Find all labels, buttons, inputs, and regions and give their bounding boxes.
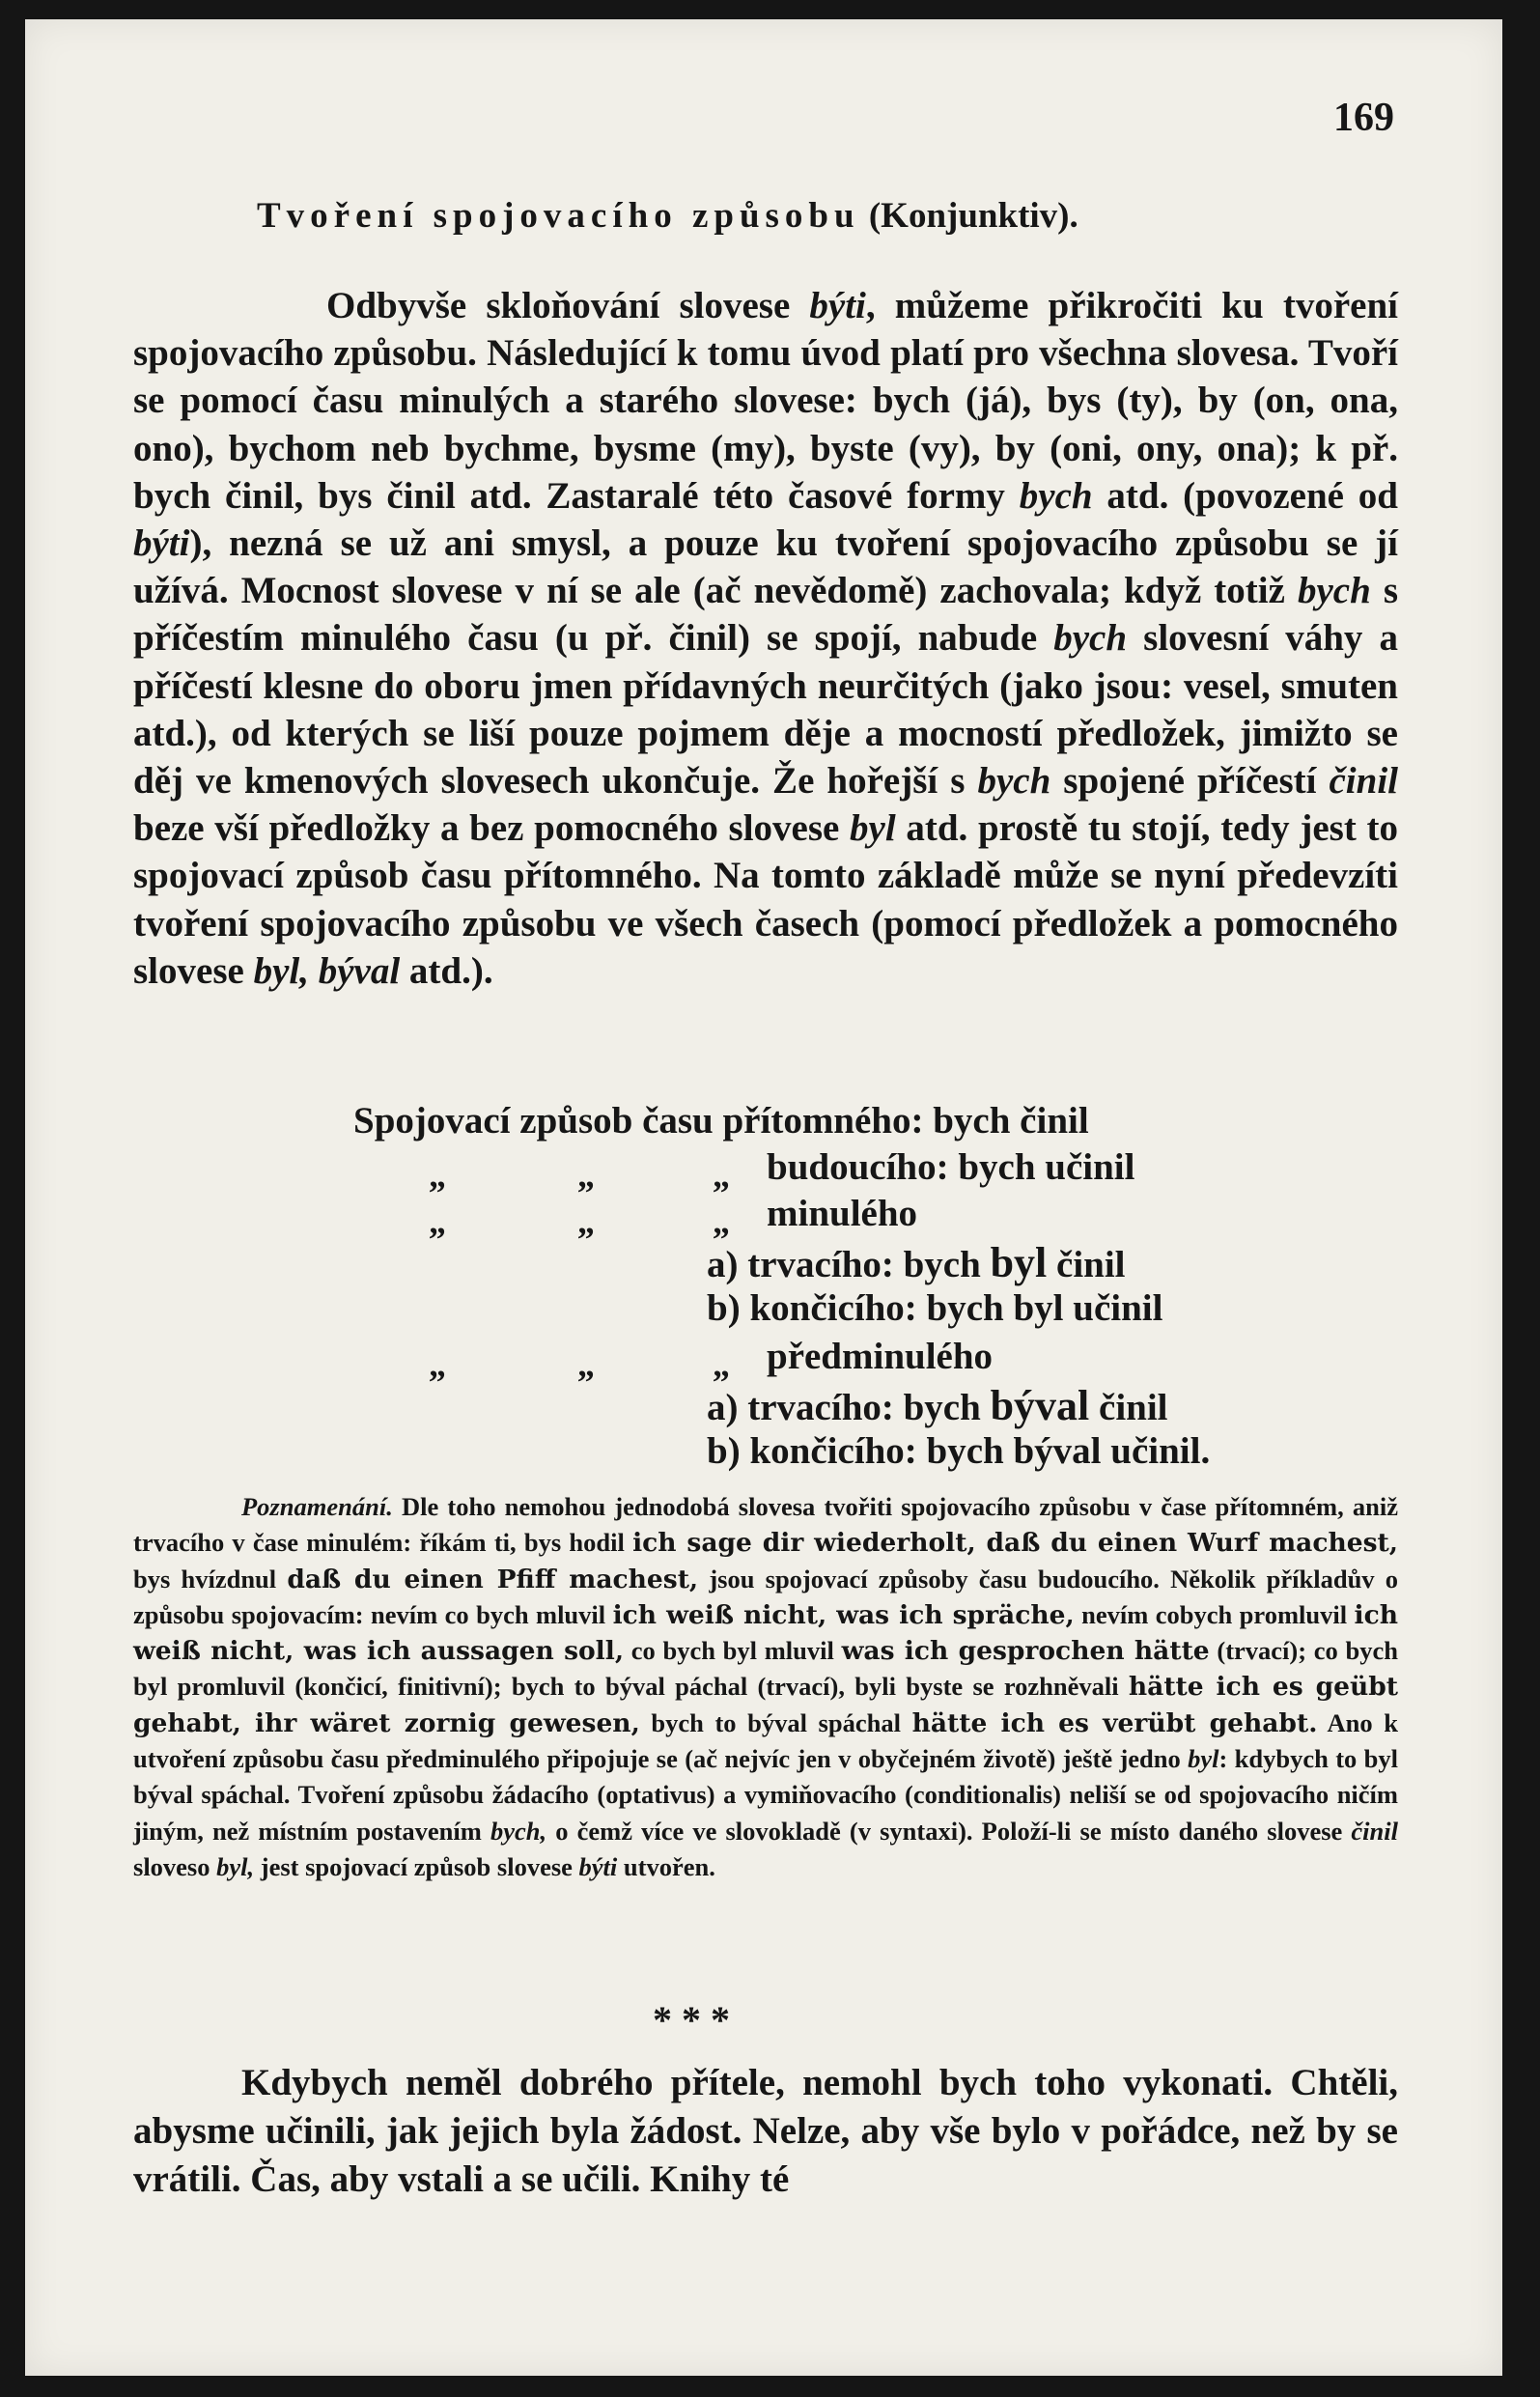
note-content-run: was ich gesprochen hätte — [841, 1636, 1210, 1667]
ditto-mark: „ — [429, 1202, 446, 1241]
body-content-run: byl, býval — [253, 949, 401, 992]
footnote-text — [133, 1492, 1398, 1881]
note-content-run: daß du einen Pfiff machest, — [287, 1564, 699, 1594]
note-content-run: co bych byl mluvil — [624, 1636, 842, 1666]
ditto-mark: „ — [713, 1345, 730, 1384]
body-content-run: býti — [133, 522, 190, 565]
main-paragraph — [133, 282, 1398, 995]
body-content-run: atd. prostě tu stojí, tedy jest to spojovací způsob času přítomného. Na tomto základě může se nyní předevzíti tvoření spojovacího způsobu ve všech časech (pomocí předložek a pomocného slovese — [133, 807, 1398, 992]
example-sentences-text: Kdybych neměl dobrého přítele, nemohl bych toho vykonati. Chtěli, abysme učinili, jak jejich byla žádost. Nelze, aby vše bylo v pořádce, než by se vrátili. Čas, aby vstali a se učili. Knihy té — [133, 2062, 1398, 2200]
ditto-mark: „ — [429, 1345, 446, 1384]
body-content-run: slovesní váhy a příčestí klesne do oboru jmen přídavných neurčitých (jako jsou: vesel, smuten atd.), od kterých se liší pouze pojmem děje a mocností předložek, jimižto se děj ve kmenových slovesech ukončuje. Že hořejší s — [133, 617, 1399, 803]
book-page — [25, 19, 1502, 2376]
note-content-run: jsou spojovací způsoby času budoucího. Několik příkladův o způsobu spojovacím: nevím co bych mluvil — [133, 1564, 1398, 1629]
footnote — [133, 1489, 1398, 1885]
table-row-present: Spojovací způsob času přítomného: bych činil — [353, 1100, 1089, 1142]
note-content-run: Ano k utvoření způsobu času předminulého připojuje se (ač nejvíc jen v obyčejném životě) ještě jedno — [133, 1707, 1398, 1774]
table-row-future: budoucího: bych učinil — [767, 1146, 1135, 1188]
table-row-pluperfect-perfective: b) končicího: bych býval učinil. — [707, 1430, 1211, 1472]
ditto-mark: „ — [713, 1202, 730, 1241]
table-row-pluperfect-durative: a) trvacího: bych býval činil — [707, 1382, 1168, 1429]
section-title — [257, 195, 1464, 237]
note-content-run: jest spojovací způsob slovese — [254, 1851, 579, 1881]
note-content-run: byl — [1188, 1744, 1219, 1774]
body-content-run: bych — [1019, 474, 1093, 517]
ditto-mark: „ — [713, 1156, 730, 1195]
table-row-past-durative: a) trvacího: bych byl činil — [707, 1239, 1126, 1286]
note-content-run: o čemž více ve slovokladě (v syntaxi). Položí-li se místo daného slovese — [546, 1816, 1352, 1846]
body-content-run: byl — [850, 807, 896, 850]
note-content-run: bych, — [490, 1816, 547, 1846]
ditto-mark: „ — [577, 1156, 595, 1195]
table-row-pluperfect: předminulého — [767, 1336, 994, 1377]
body-content-run: atd.). — [400, 949, 493, 992]
ditto-mark: „ — [429, 1156, 446, 1195]
note-content-run: ich weiß nicht, was ich aussagen soll, — [133, 1599, 1399, 1667]
body-content-run: spojené příčestí — [1050, 760, 1330, 803]
body-content-run: atd. (povozené od — [1092, 474, 1398, 517]
body-content-run: bych — [1053, 617, 1128, 660]
table-row-past-perfective: b) končicího: bych byl učinil — [707, 1287, 1163, 1329]
note-content-run: sloveso — [133, 1851, 217, 1881]
note-content-run: činil — [1351, 1816, 1398, 1846]
body-content-run: Odbyvše skloňování slovese — [326, 285, 810, 326]
section-title-czech: Tvoření spojovacího způsobu — [257, 196, 860, 236]
note-content-run: : kdybych to byl býval spáchal. Tvoření způsobu žádacího (optativus) a vymiňovacího (conditionalis) neliší se od spojovacího ničím jiným, než místním postavením — [133, 1744, 1399, 1846]
example-sentences — [133, 2059, 1398, 2204]
body-content-run: s příčestím minulého času (u př. činil) se spojí, nabude — [133, 570, 1398, 660]
note-content-run: (trvací); co bych byl promluvil (končicí, finitivní); bych to býval páchal (trvací), byli byste se rozhněvali — [133, 1636, 1398, 1702]
note-content-run: býti — [578, 1851, 618, 1881]
body-content-run: bych — [1297, 570, 1371, 612]
note-content-run: Poznamenání. — [241, 1492, 393, 1521]
ditto-mark: „ — [577, 1202, 595, 1241]
note-content-run: ich weiß nicht, was ich spräche, — [612, 1599, 1075, 1630]
page-number: 169 — [1333, 96, 1394, 140]
note-content-run: byl, — [216, 1851, 255, 1881]
table-row-past: minulého — [767, 1193, 918, 1234]
note-content-run: nevím cobych promluvil — [1074, 1599, 1355, 1629]
body-content-run: bych — [977, 760, 1051, 803]
body-content-run: činil — [1329, 760, 1398, 803]
ditto-mark: „ — [577, 1345, 595, 1384]
note-content-run: hätte ich es geübt gehabt, ihr wäret zornig gewesen, — [133, 1672, 1398, 1738]
main-paragraph-text — [133, 285, 1398, 992]
note-content-run: hätte ich es verübt gehabt. — [911, 1707, 1318, 1738]
note-content-run: utvořen. — [617, 1851, 715, 1881]
body-content-run: býti — [809, 285, 866, 326]
section-separator: * * * — [653, 1998, 730, 2042]
note-content-run: ich sage dir wiederholt, daß du einen Wurf machest, — [632, 1528, 1398, 1559]
note-content-run: Dle toho nemohou jednodobá slovesa tvořiti spojovacího způsobu v čase přítomném, aniž trvacího v čase minulém: říkám ti, bys hodil — [133, 1492, 1398, 1558]
body-content-run: beze vší předložky a bez pomocného slovese — [133, 807, 851, 850]
body-content-run: ), nezná se už ani smysl, a pouze ku tvoření spojovacího způsobu se jí užívá. Mocnost slovese v ní se ale (ač nevědomě) zachovala; když totiž — [133, 522, 1398, 612]
section-title-german: (Konjunktiv). — [868, 196, 1078, 236]
note-content-run: bys hvízdnul — [133, 1564, 288, 1593]
body-content-run: , můžeme přikročiti ku tvoření spojovacího způsobu. Následující k tomu úvod platí pro všechna slovesa. Tvoří se pomocí času minulých a starého slovese: bych (já), bys (ty), by (on, ona, ono), bychom neb bychme, bysme (my), byste (vy), by (oni, ony, ona); k př. bych činil, bys činil atd. Zastaralé této časové formy — [133, 285, 1398, 517]
note-content-run: bych to býval spáchal — [639, 1707, 912, 1737]
